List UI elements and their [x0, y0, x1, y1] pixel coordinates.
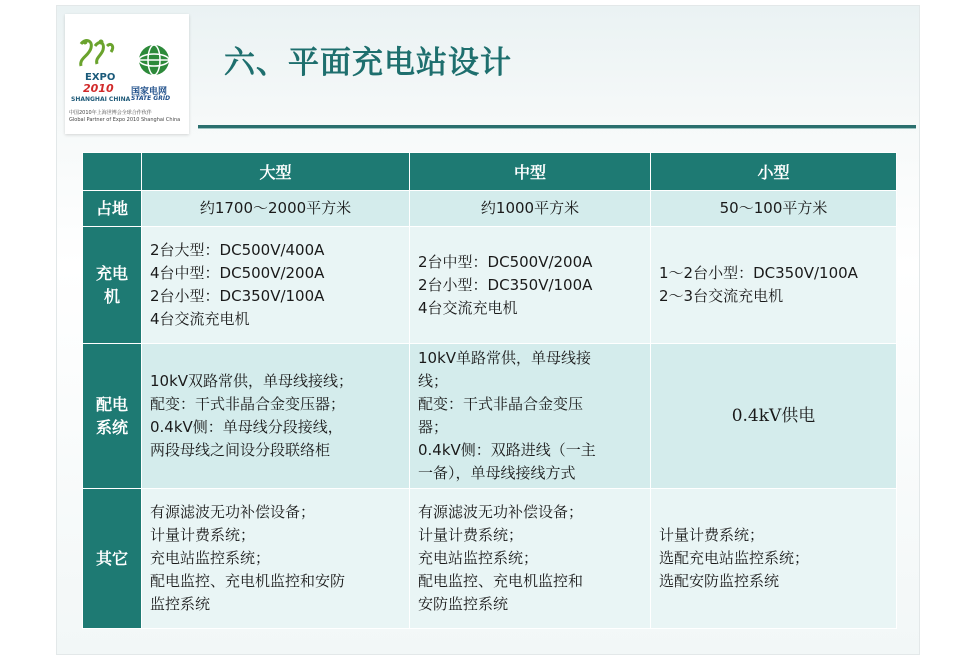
table-row-other — [83, 489, 897, 629]
table-cell: 0.4kV供电 — [651, 344, 897, 489]
row-header-chargers: 充电 机 — [83, 227, 142, 344]
expo-subtitle: SHANGHAI CHINA — [71, 96, 131, 103]
column-header-large: 大型 — [142, 153, 410, 191]
state-grid-subtitle: STATE GRID — [131, 95, 171, 102]
column-header-small: 小型 — [651, 153, 897, 191]
table-cell: 约1000平方米 — [410, 191, 651, 227]
title-divider — [198, 125, 916, 128]
table-cell: 有源滤波无功补偿设备； 计量计费系统； 充电站监控系统； 配电监控、充电机监控和安防 监控系统 — [142, 489, 410, 629]
table-cell: 10kV单路常供，单母线接 线； 配变：干式非晶合金变压 器； 0.4kV侧：双路进线（一主 一备），单母线接线方式 — [410, 344, 651, 489]
table-cell: 50～100平方米 — [651, 191, 897, 227]
row-header-distribution: 配电 系统 — [83, 344, 142, 489]
table-cell: 2台大型：DC500V/400A 4台中型：DC500V/200A 2台小型：DC350V/100A 4台交流充电机 — [142, 227, 410, 344]
partner-line-cn: 中国2010年上海世博会全球合作伙伴 — [69, 110, 152, 116]
column-header-medium: 中型 — [410, 153, 651, 191]
table-header-row — [83, 153, 897, 191]
slide — [56, 5, 920, 655]
logo-panel — [65, 14, 189, 134]
state-grid-name: 国家电网 — [131, 87, 168, 97]
table-cell: 2台中型：DC500V/200A 2台小型：DC350V/100A 4台交流充电机 — [410, 227, 651, 344]
table-cell: 1～2台小型：DC350V/100A 2～3台交流充电机 — [651, 227, 897, 344]
slide-title: 六、平面充电站设计 — [224, 45, 512, 81]
table-cell: 计量计费系统； 选配充电站监控系统； 选配安防监控系统 — [651, 489, 897, 629]
svg-text:2010: 2010 — [83, 82, 114, 95]
spec-table — [82, 152, 897, 629]
expo-2010-logo-icon — [71, 36, 127, 102]
partner-line-en: Global Partner of Expo 2010 Shanghai China — [69, 117, 181, 123]
svg-text:EXPO: EXPO — [85, 72, 116, 83]
row-header-footprint: 占地 — [83, 191, 142, 227]
table-row-chargers — [83, 227, 897, 344]
table-corner-cell — [83, 153, 142, 191]
table-cell: 有源滤波无功补偿设备； 计量计费系统； 充电站监控系统； 配电监控、充电机监控和 安防监控系统 — [410, 489, 651, 629]
table-cell: 约1700～2000平方米 — [142, 191, 410, 227]
table-cell: 10kV双路常供，单母线接线； 配变：干式非晶合金变压器； 0.4kV侧：单母线分段接线， 两段母线之间设分段联络柜 — [142, 344, 410, 489]
table-row-distribution — [83, 344, 897, 489]
row-header-other: 其它 — [83, 489, 142, 629]
table-row-footprint — [83, 191, 897, 227]
